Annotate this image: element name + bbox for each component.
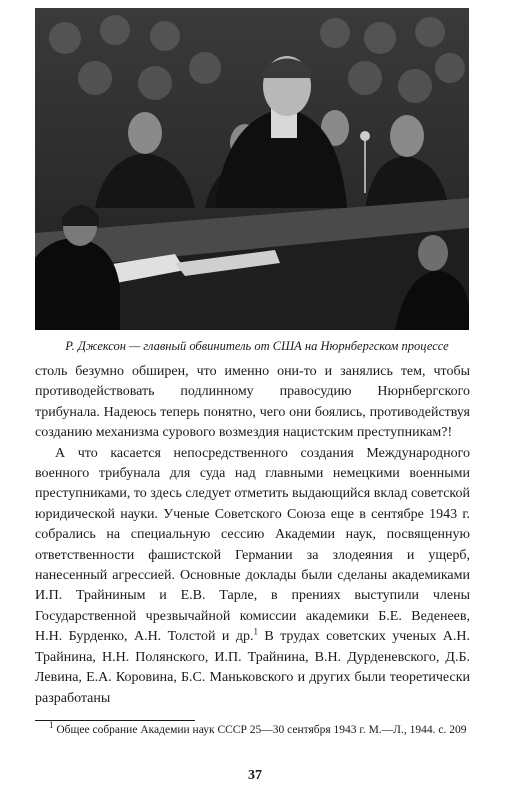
- photo-icon: [35, 8, 469, 330]
- footnote: [35, 722, 470, 738]
- footnote-number: 1: [49, 720, 54, 731]
- body-text: [35, 362, 470, 709]
- footnote-marker: 1: [253, 626, 258, 637]
- paragraph-tribunal: [35, 444, 470, 709]
- paragraph-continuation: столь безумно обширен, что именно они-то и занялись тем, чтобы противодействовать подлинному правосудию Нюрнбергского трибунала. Надеюсь теперь понятно, чего они боялись, противодействуя созданию механизма сурового возмездия нацистским преступникам?!: [35, 364, 470, 441]
- footnote-text: Общее собрание Академии наук СССР 25—30 сентября 1943 г. М.—Л., 1944. с. 209: [56, 724, 467, 736]
- trial-photograph: [35, 8, 469, 330]
- paragraph-scholars-text: В трудах советских ученых А.Н. Трайнина, Н.Н. Полянского, И.П. Трайнина, В.Н. Дурденевского, Д.Б. Левина, Е.А. Коровина, Б.С. Маньковского и других были теоретически разработаны: [35, 629, 470, 706]
- footnote-divider: [35, 720, 195, 721]
- page-number: 37: [248, 768, 262, 783]
- photo-caption: Р. Джексон — главный обвинитель от США на Нюрнбергском процессе: [65, 339, 449, 353]
- paragraph-tribunal-text: А что касается непосредственного создания Международного военного трибунала для суда над главными немецкими военными преступниками, то здесь следует отметить выдающийся вклад советской юридической науки. Ученые Советского Союза еще в сентябре 1943 г. собрались на специальную сессию Академии наук, посвященную ответственности фашистской Германии за злодеяния и ущерб, нанесенный агрессией. Основные доклады были сделаны академиками И.П. Трайниным и Е.В. Тарле, в прениях выступили члены Государственной чрезвычайной комиссии академики Б.Е. Веденеев, Н.Н. Бурденко, А.Н. Толстой и др.: [35, 445, 470, 645]
